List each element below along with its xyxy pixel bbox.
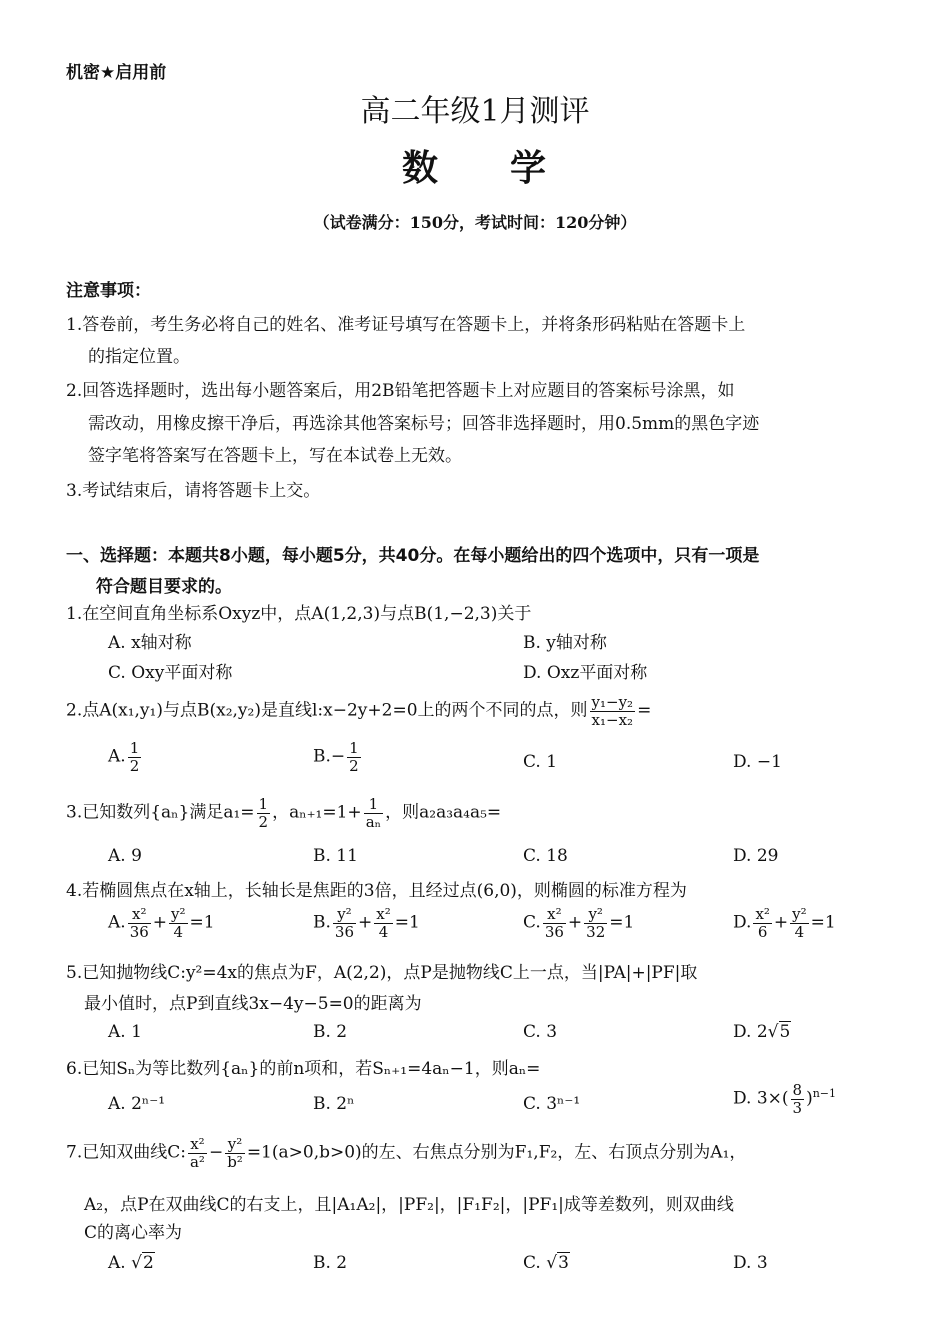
q6-option-d: D. 3×( $\frac{8}{3}$ )$^{n-1}$: [733, 1081, 837, 1117]
q4-option-d: D. $\frac{\text{x²}}{6}$ + $\frac{\text{y²}}{4}$ =1: [733, 905, 836, 941]
q6-option-b: B. 2ⁿ: [313, 1094, 355, 1114]
q6-stem: 6.已知Sₙ为等比数列{aₙ}的前n项和，若Sₙ₊₁=4aₙ−1，则aₙ=: [66, 1059, 541, 1079]
q7-option-c: C. √3: [523, 1253, 569, 1273]
q7-option-b: B. 2: [313, 1253, 348, 1273]
q4-option-c: C. $\frac{\text{x²}}{36}$ + $\frac{\text{y²}}{32}$ =1: [523, 905, 635, 941]
subject-char-1: 数: [401, 148, 440, 189]
note-2-line-2: 需改动，用橡皮擦干净后，再选涂其他答案标号；回答非选择题时，用0.5mm的黑色字迹: [88, 414, 760, 434]
q2-fraction: $\frac{\text{y₁−y₂}}{\text{x₁−x₂}}$: [591, 693, 634, 729]
subject-title: [0, 140, 950, 191]
q4-option-a: A. $\frac{\text{x²}}{36}$ + $\frac{\text{y²}}{4}$ =1: [108, 905, 215, 941]
q7-stem-3: C的离心率为: [84, 1223, 183, 1243]
q5-option-c: C. 3: [523, 1022, 558, 1042]
q2-option-a: A. $\frac{1}{2}$: [108, 739, 140, 775]
q6-option-c: C. 3ⁿ⁻¹: [523, 1094, 581, 1114]
confidential-label: 机密★启用前: [66, 63, 167, 83]
q7-option-a: A. √2: [108, 1253, 154, 1273]
q1-option-b: B. y轴对称: [523, 633, 607, 653]
exam-info: （试卷满分：150分，考试时间：120分钟）: [313, 213, 637, 232]
subject-char-2: 学: [510, 148, 549, 189]
q5-option-a: A. 1: [108, 1022, 142, 1042]
q5-option-d: D. 2√5: [733, 1022, 791, 1042]
q1-stem: 1.在空间直角坐标系Oxyz中，点A(1,2,3)与点B(1,−2,3)关于: [66, 604, 532, 624]
q3-option-c: C. 18: [523, 846, 568, 866]
q1-option-a: A. x轴对称: [108, 633, 192, 653]
q2-stem: 2.点A(x₁,y₁)与点B(x₂,y₂)是直线l:x−2y+2=0上的两个不同的点，则 $\frac{\text{y₁−y₂}}{\text{x₁−x₂}}$ =: [66, 693, 652, 729]
q5-stem-2: 最小值时，点P到直线3x−4y−5=0的距离为: [84, 994, 422, 1014]
q2-option-b: B.− $\frac{1}{2}$: [313, 739, 359, 775]
q7-stem-1: 7.已知双曲线C: $\frac{\text{x²}}{\text{a²}}$ − $\frac{\text{y²}}{\text{b²}}$ =1(a>0,b>0)的左、右焦点分别为F₁,F₂，左、右顶点分别为A₁，: [66, 1135, 747, 1171]
q2-option-c: C. 1: [523, 752, 558, 772]
q3-option-d: D. 29: [733, 846, 779, 866]
q3-stem: 3.已知数列{aₙ}满足a₁= $\frac{1}{2}$ ，aₙ₊₁=1+ $\frac{1}{\text{aₙ}}$ ，则a₂a₃a₄a₅=: [66, 795, 502, 831]
q5-stem-1: 5.已知抛物线C:y²=4x的焦点为F，A(2,2)，点P是抛物线C上一点，当|PA|+|PF|取: [66, 963, 698, 983]
q1-option-c: C. Oxy平面对称: [108, 663, 233, 683]
exam-title: 高二年级1月测评: [360, 94, 590, 129]
q4-stem: 4.若椭圆焦点在x轴上，长轴长是焦距的3倍，且经过点(6,0)，则椭圆的标准方程为: [66, 881, 687, 901]
q2-option-d: D. −1: [733, 752, 782, 772]
note-1-line-1: 1.答卷前，考生务必将自己的姓名、准考证号填写在答题卡上，并将条形码粘贴在答题卡上: [66, 315, 746, 335]
note-2-line-1: 2.回答选择题时，选出每小题答案后，用2B铅笔把答题卡上对应题目的答案标号涂黑，如: [66, 381, 735, 401]
q3-option-b: B. 11: [313, 846, 358, 866]
q7-option-d: D. 3: [733, 1253, 768, 1273]
section-1-heading-cont: 符合题目要求的。: [96, 577, 232, 597]
q7-stem-2: A₂，点P在双曲线C的右支上，且|A₁A₂|，|PF₂|，|F₁F₂|，|PF₁|成等差数列，则双曲线: [84, 1195, 734, 1215]
note-1-line-2: 的指定位置。: [88, 347, 190, 367]
note-3: 3.考试结束后，请将答题卡上交。: [66, 481, 321, 501]
q6-option-a: A. 2ⁿ⁻¹: [108, 1094, 166, 1114]
section-1-heading: 一、选择题：本题共8小题，每小题5分，共40分。在每小题给出的四个选项中，只有一项是: [66, 546, 760, 566]
q1-option-d: D. Oxz平面对称: [523, 663, 648, 683]
q3-option-a: A. 9: [108, 846, 142, 866]
note-2-line-3: 签字笔将答案写在答题卡上，写在本试卷上无效。: [88, 446, 462, 466]
q5-option-b: B. 2: [313, 1022, 348, 1042]
notes-heading: 注意事项：: [66, 281, 151, 301]
q4-option-b: B. $\frac{\text{y²}}{36}$ + $\frac{\text{x²}}{4}$ =1: [313, 905, 420, 941]
